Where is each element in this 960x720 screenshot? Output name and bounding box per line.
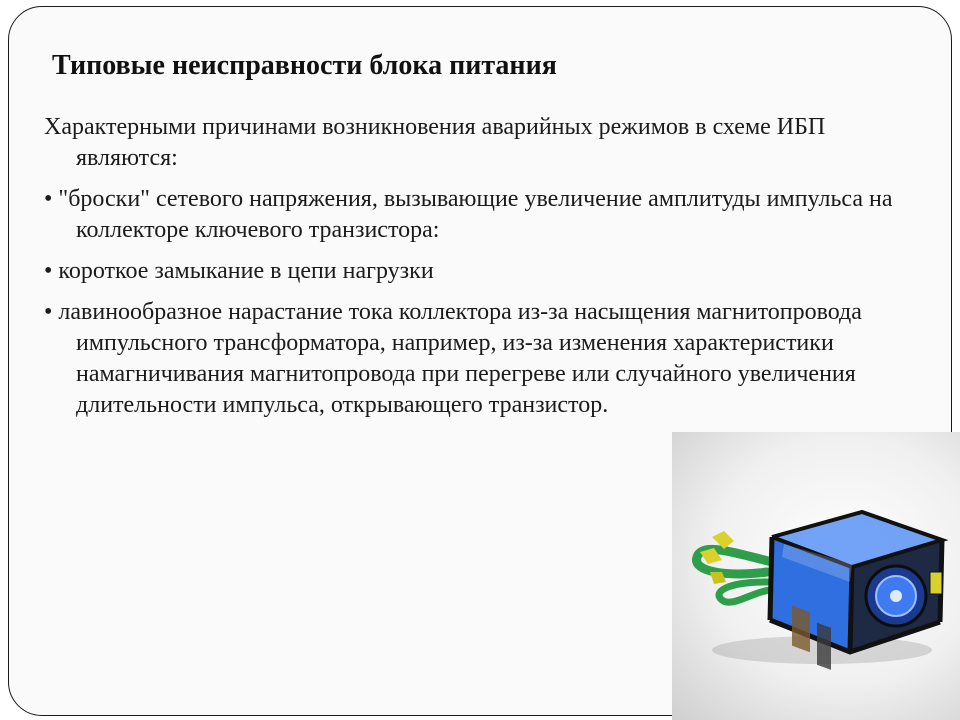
intro-paragraph: Характерными причинами возникновения аварийных режимов в схеме ИБП являются:	[44, 114, 826, 171]
bullet-short-circuit: • короткое замыкание в цепи нагрузки	[44, 258, 434, 284]
slide-body	[44, 112, 904, 431]
power-supply-illustration	[672, 432, 960, 720]
slide-title: Типовые неисправности блока питания	[52, 50, 557, 81]
power-supply-photo	[672, 432, 960, 720]
bullet-voltage-surges: • "броски" сетевого напряжения, вызывающие увеличение амплитуды импульса на коллекторе ключевого транзистора:	[44, 186, 893, 243]
bullet-current-avalanche: • лавинообразное нарастание тока коллектора из-за насыщения магнитопровода импульсного трансформатора, например, из-за изменения характеристики намагничивания магнитопровода при перегреве или случайного увеличения длительности импульса, открывающего транзистор.	[44, 299, 862, 418]
